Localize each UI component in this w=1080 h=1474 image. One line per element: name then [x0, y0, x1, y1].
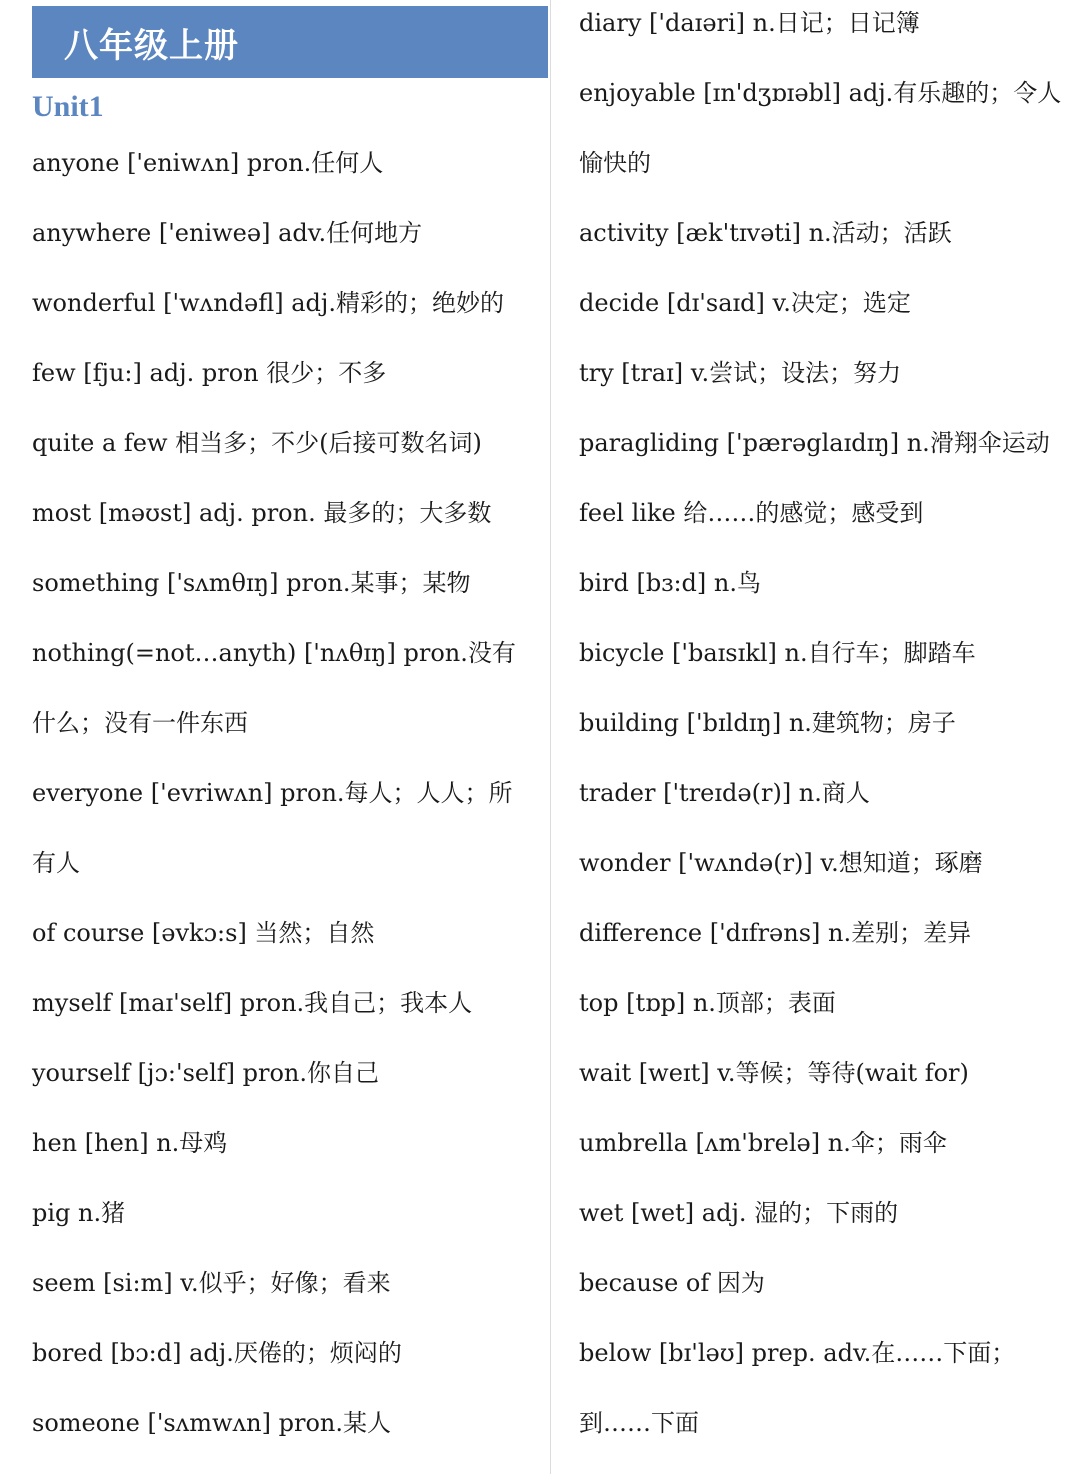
vocab-line: 什么；没有一件东西: [32, 709, 248, 737]
vocab-line: pig n.猪: [32, 1199, 126, 1227]
vocab-line: activity [æk'tɪvəti] n.活动；活跃: [579, 219, 952, 247]
vocab-line: top [tɒp] n.顶部；表面: [579, 989, 836, 1017]
vocab-line: yourself [jɔ:'self] pron.你自己: [32, 1059, 380, 1087]
vocab-line: diary ['daɪəri] n.日记；日记簿: [579, 9, 920, 37]
vocab-line: building ['bɪldɪŋ] n.建筑物；房子: [579, 709, 956, 737]
header-banner: [32, 6, 548, 78]
vocab-line: everyone ['evriwʌn] pron.每人；人人；所: [32, 779, 513, 807]
vocab-line: wait [weɪt] v.等候；等待(wait for): [579, 1059, 969, 1087]
vocab-line: bored [bɔ:d] adj.厌倦的；烦闷的: [32, 1339, 402, 1367]
vocab-line: wet [wet] adj. 湿的；下雨的: [579, 1199, 899, 1227]
right-vocab-column: [579, 0, 1079, 1458]
vocab-line: umbrella [ʌm'brelə] n.伞；雨伞: [579, 1129, 947, 1157]
vocab-line: bicycle ['baɪsɪkl] n.自行车；脚踏车: [579, 639, 976, 667]
vocab-line: difference ['dɪfrəns] n.差别；差异: [579, 919, 972, 947]
vocab-line: paragliding ['pærəglaɪdɪŋ] n.滑翔伞运动: [579, 429, 1050, 457]
vocab-line: decide [dɪ'saɪd] v.决定；选定: [579, 289, 911, 317]
vocab-line: quite a few 相当多；不少(后接可数名词): [32, 429, 482, 457]
column-divider: [550, 0, 551, 1474]
unit-title: Unit1: [32, 90, 104, 123]
vocab-line: few [fju:] adj. pron 很少；不多: [32, 359, 387, 387]
vocab-line: enjoyable [ɪn'dʒɒɪəbl] adj.有乐趣的；令人: [579, 79, 1062, 107]
vocab-line: wonder ['wʌndə(r)] v.想知道；琢磨: [579, 849, 983, 877]
vocab-line: 有人: [32, 849, 80, 877]
vocab-line: anywhere ['eniweə] adv.任何地方: [32, 219, 423, 247]
vocab-line: wonderful ['wʌndəfl] adj.精彩的；绝妙的: [32, 289, 504, 317]
vocab-line: seem [si:m] v.似乎；好像；看来: [32, 1269, 391, 1297]
vocab-line: 到……下面: [579, 1409, 699, 1437]
vocab-line: myself [maɪ'self] pron.我自己；我本人: [32, 989, 473, 1017]
vocab-line: someone ['sʌmwʌn] pron.某人: [32, 1409, 391, 1437]
vocab-line: try [traɪ] v.尝试；设法；努力: [579, 359, 902, 387]
vocab-line: most [məʊst] adj. pron. 最多的；大多数: [32, 499, 492, 527]
vocab-line: because of 因为: [579, 1269, 765, 1297]
vocab-line: something ['sʌmθɪŋ] pron.某事；某物: [32, 569, 471, 597]
vocab-line: of course [əvkɔ:s] 当然；自然: [32, 919, 375, 947]
left-vocab-column: [32, 128, 542, 1458]
vocab-line: trader ['treɪdə(r)] n.商人: [579, 779, 870, 807]
vocab-line: hen [hen] n.母鸡: [32, 1129, 228, 1157]
vocab-line: 愉快的: [579, 149, 651, 177]
page-title: 八年级上册: [64, 25, 239, 66]
vocab-line: feel like 给……的感觉；感受到: [579, 499, 924, 527]
vocab-line: below [bɪ'ləʊ] prep. adv.在……下面；: [579, 1339, 1016, 1367]
vocab-line: nothing(=not…anyth) ['nʌθɪŋ] pron.没有: [32, 639, 516, 667]
vocab-line: anyone ['eniwʌn] pron.任何人: [32, 149, 384, 177]
vocab-line: bird [bɜ:d] n.鸟: [579, 569, 761, 597]
